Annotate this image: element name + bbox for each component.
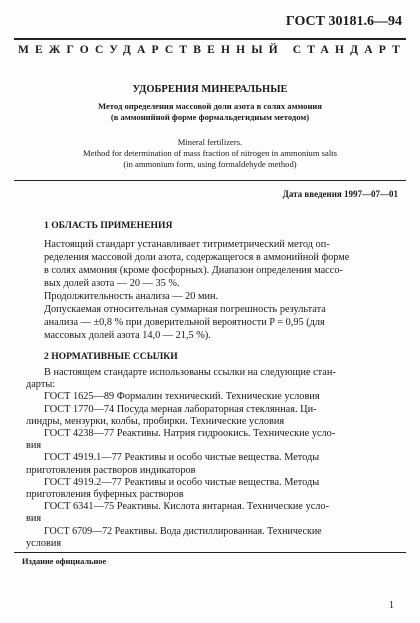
standard-banner	[18, 44, 406, 56]
document-number: ГОСТ 30181.6—94	[285, 14, 402, 29]
subtitle-russian	[40, 101, 380, 123]
banner-word-interstate: МЕЖГОСУДАРСТВЕННЫЙ	[18, 44, 284, 56]
section-1-line: массовых долей азота 14,0 — 21,5 %).	[44, 330, 211, 341]
divider	[14, 180, 406, 181]
subtitle-ru-line: (в аммонийной форме формальдегидным методом)	[110, 112, 310, 122]
banner-word-standard: СТАНДАРТ	[292, 44, 406, 56]
section-2-line: ГОСТ 1770—74 Посуда мерная лабораторная стеклянная. Ци-	[44, 403, 317, 415]
section-2-line: В настоящем стандарте использованы ссылки на следующие стан-	[44, 367, 336, 378]
section-1-line: вых долей азота — 20 — 35 %.	[44, 278, 180, 289]
subtitle-ru-line: Метод определения массовой доли азота в солях аммония	[97, 101, 323, 111]
section-1-line: ределения массовой доли азота, содержащегося в аммонийной форме	[44, 252, 350, 263]
section-2-line: вия	[26, 440, 42, 452]
section-2-line: ГОСТ 4238—77 Реактивы. Натрия гидроокись. Технические усло-	[44, 428, 336, 439]
edition-note: Издание официальное	[22, 557, 107, 566]
subtitle-en-line: Method for determination of mass fraction of nitrogen in ammonium salts	[83, 148, 337, 158]
section-2-line: ГОСТ 4919.2—77 Реактивы и особо чистые вещества. Методы	[44, 476, 320, 488]
subtitle-en-line: Mineral fertilizers.	[177, 137, 243, 147]
section-2-line: ГОСТ 6709—72 Реактивы. Вода дистиллированная. Технические	[44, 525, 322, 537]
section-2-line: линдры, мензурки, колбы, пробирки. Технические условия	[26, 415, 285, 427]
section-2-line: вия	[26, 513, 42, 525]
section-2-line: условия	[26, 537, 62, 549]
section-2-line: приготовления буферных растворов	[26, 489, 184, 500]
section-1-line: в солях аммония (кроме фосфорных). Диапазон определения массо-	[44, 265, 343, 276]
section-2-line: ГОСТ 6341—75 Реактивы. Кислота янтарная. Технические усло-	[44, 501, 330, 513]
section-2-line: ГОСТ 4919.1—77 Реактивы и особо чистые вещества. Методы	[44, 452, 320, 464]
subtitle-english	[20, 137, 400, 170]
page-number: 1	[389, 600, 394, 611]
header-rule	[14, 38, 406, 40]
footer-rule	[14, 552, 406, 553]
section-2-line: ГОСТ 1625—89 Формалин технический. Технические условия	[44, 391, 320, 403]
section-1-heading: 1 ОБЛАСТЬ ПРИМЕНЕНИЯ	[44, 220, 173, 231]
section-2-line: дарты:	[26, 379, 56, 391]
section-1-line: Продолжительность анализа — 20 мин.	[44, 291, 219, 302]
section-2-heading: 2 НОРМАТИВНЫЕ ССЫЛКИ	[44, 351, 178, 362]
section-2-line: приготовления растворов индикаторов	[26, 464, 196, 476]
subtitle-en-line: (in ammonium form, using formaldehyde method)	[123, 159, 297, 169]
section-1-line: анализа — ±0,8 % при доверительной вероятности P = 0,95 (для	[44, 317, 325, 328]
document-title: УДОБРЕНИЯ МИНЕРАЛЬНЫЕ	[132, 84, 288, 95]
introduction-date: Дата введения 1997—07—01	[282, 189, 398, 199]
section-1-line: Допускаемая относительная суммарная погрешность результата	[44, 304, 326, 315]
section-1-line: Настоящий стандарт устанавливает титриметрический метод оп-	[44, 239, 330, 250]
